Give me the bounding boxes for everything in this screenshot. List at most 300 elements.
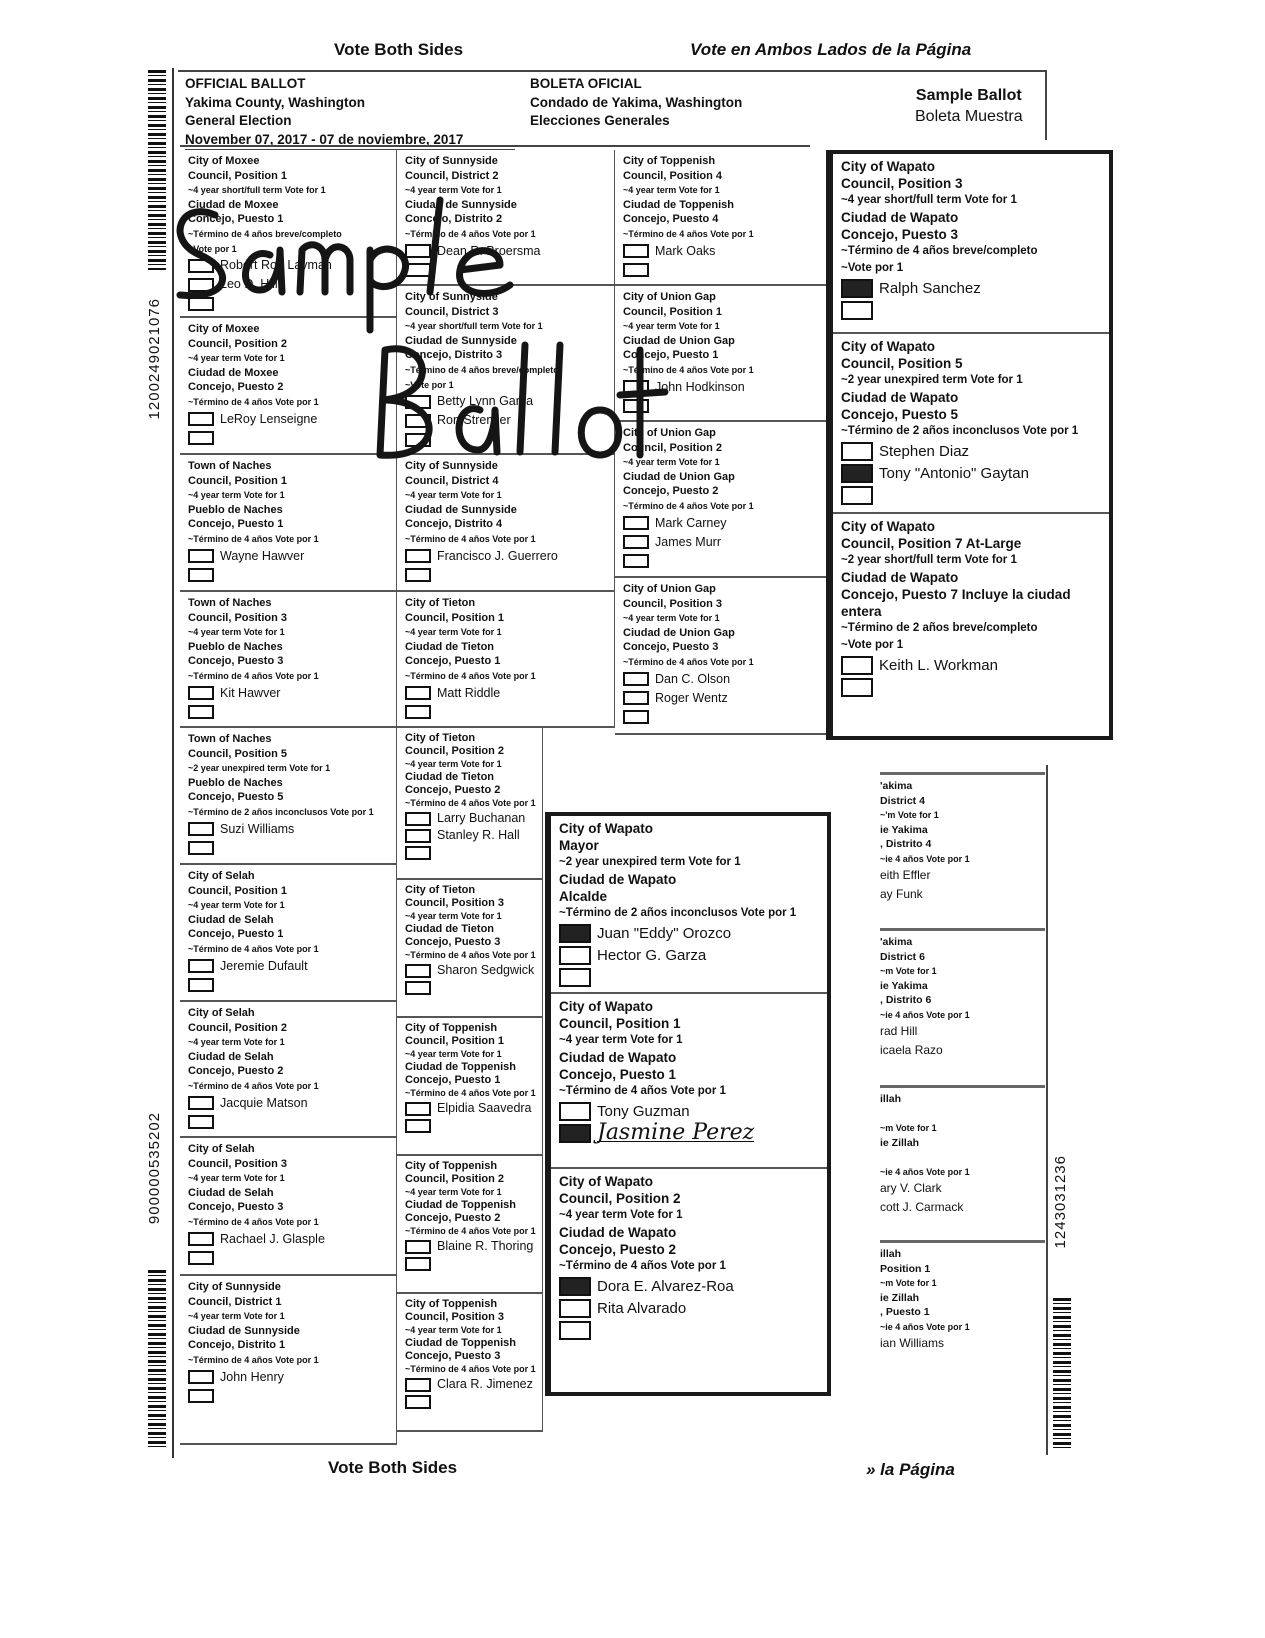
write-in-option[interactable] (188, 1249, 390, 1268)
write-in-oval[interactable] (405, 1119, 431, 1133)
contest-line: , Distrito 6 (880, 994, 932, 1006)
candidate-option[interactable] (623, 689, 821, 708)
candidate-option[interactable] (559, 944, 821, 966)
write-in-oval[interactable] (405, 568, 431, 582)
candidate-option[interactable] (841, 462, 1103, 484)
contest-line: ~Término de 4 años Vote por 1 (405, 950, 536, 960)
vote-oval[interactable] (188, 822, 214, 836)
write-in-option[interactable] (559, 966, 821, 988)
contest-line: Concejo, Puesto 2 (188, 381, 284, 394)
contest (180, 865, 397, 1002)
candidate-option[interactable] (623, 533, 821, 552)
write-in-option[interactable] (841, 676, 1103, 698)
contest-line: Council, Position 7 At-Large (841, 536, 1022, 551)
candidate-option[interactable] (405, 411, 608, 430)
write-in-option[interactable] (623, 261, 821, 280)
contest-line: Concejo, Puesto 2 (405, 1212, 501, 1224)
contest-line: Council, District 3 (405, 305, 499, 318)
contest-line: Council, Position 2 (623, 441, 723, 454)
vote-oval[interactable] (623, 244, 649, 258)
vote-oval[interactable] (559, 1277, 591, 1296)
candidate-name: Keith L. Workman (879, 656, 998, 674)
contest-line: ~Término de 2 años breve/completo (841, 622, 1038, 634)
vote-oval[interactable] (405, 829, 431, 843)
contest-line: ~m Vote for 1 (880, 1123, 937, 1133)
contest-line: City of Selah (188, 1007, 255, 1019)
candidate-option[interactable] (559, 1275, 821, 1297)
contest-line: Ciudad de Tieton (405, 640, 495, 653)
contest (180, 1002, 397, 1138)
barcode-left-top (148, 70, 166, 270)
contest (180, 1138, 397, 1276)
contest-line: City of Wapato (559, 999, 653, 1014)
candidate-name: John Henry (220, 1369, 284, 1384)
contest-line: Concejo, Puesto 1 (188, 518, 284, 531)
vote-oval[interactable] (841, 442, 873, 461)
write-in-oval[interactable] (188, 705, 214, 719)
candidate-option[interactable] (623, 378, 821, 397)
write-in-oval[interactable] (841, 486, 873, 505)
contest-line: Ciudad de Wapato (559, 872, 677, 887)
candidate-name: Dan C. Olson (655, 671, 731, 686)
contest (397, 728, 543, 880)
contest-line: Council, Position 2 (188, 337, 288, 350)
candidate-name: Ron Stremler (437, 413, 511, 428)
ballot-header-es (530, 75, 742, 131)
contest-line: ~4 year term Vote for 1 (623, 321, 720, 332)
contest-line: ~2 year short/full term Vote for 1 (841, 554, 1017, 566)
vote-oval[interactable] (188, 1370, 214, 1384)
vote-oval[interactable] (623, 535, 649, 549)
contest-line: Ciudad de Wapato (841, 390, 959, 405)
contest-line: 'akima (880, 780, 913, 792)
write-in-option[interactable] (188, 429, 390, 448)
candidate-option[interactable] (188, 410, 390, 429)
vote-oval[interactable] (405, 686, 431, 700)
contest-line: Council, Position 3 (405, 1311, 505, 1323)
contest-line: ~4 year term Vote for 1 (405, 1187, 502, 1197)
contest-line: Concejo, Puesto 1 (188, 928, 284, 941)
contest (551, 816, 827, 994)
candidate-name[interactable]: cott J. Carmack (880, 1200, 964, 1215)
contest-line: Ciudad de Toppenish (623, 198, 735, 211)
candidate-option[interactable] (559, 1100, 821, 1122)
contest-line: Concejo, Puesto 4 (623, 213, 719, 226)
vote-oval[interactable] (405, 1240, 431, 1254)
write-in-oval[interactable] (559, 1124, 591, 1143)
contest-line: ~Término de 4 años Vote por 1 (188, 943, 319, 954)
contest-line: Concejo, Puesto 2 (559, 1242, 677, 1257)
contest-line: ~Término de 4 años Vote por 1 (405, 1226, 536, 1236)
contest-line: ~Término de 4 años Vote por 1 (405, 228, 536, 239)
county-es: Condado de Yakima, Washington (530, 94, 743, 110)
write-in-oval[interactable] (623, 263, 649, 277)
write-in-oval[interactable] (841, 678, 873, 697)
candidate-name[interactable]: rad Hill (880, 1024, 918, 1039)
vote-oval[interactable] (188, 549, 214, 563)
write-in-oval[interactable] (405, 1395, 431, 1409)
contest-line: Mayor (559, 838, 599, 853)
candidate-name: Dean R. Broersma (437, 243, 541, 258)
vote-oval[interactable] (188, 278, 214, 292)
candidate-option[interactable] (188, 957, 390, 976)
contest-line: Ciudad de Toppenish (405, 1061, 517, 1073)
write-in-option[interactable] (188, 566, 390, 585)
write-in-option[interactable] (405, 261, 608, 280)
vote-oval[interactable] (841, 656, 873, 675)
contest-line: City of Moxee (188, 323, 260, 335)
official-ballot-title: OFFICIAL BALLOT (185, 76, 306, 91)
contest-line: City of Tieton (405, 884, 476, 896)
write-in-oval[interactable] (188, 1389, 214, 1403)
vote-oval[interactable] (405, 964, 431, 978)
candidate-option[interactable] (188, 684, 390, 703)
write-in-oval[interactable] (188, 568, 214, 582)
header-bottom-rule (180, 145, 810, 147)
candidate-option[interactable] (188, 275, 390, 294)
candidate-option[interactable] (405, 1238, 536, 1255)
candidate-option[interactable] (405, 827, 536, 844)
vote-oval[interactable] (188, 959, 214, 973)
contest-line: ~4 year term Vote for 1 (405, 490, 502, 501)
vote-oval[interactable] (405, 1102, 431, 1116)
vote-oval[interactable] (623, 691, 649, 705)
candidate-option[interactable] (405, 684, 608, 703)
contest-line: ~Vote por 1 (188, 243, 237, 254)
vote-oval[interactable] (841, 279, 873, 298)
contest-line: ~Vote por 1 (841, 262, 904, 274)
candidate-name: Juan "Eddy" Orozco (597, 924, 732, 942)
candidate-option[interactable] (188, 1230, 390, 1249)
barcode-number-right: 1243031236 (1052, 1155, 1069, 1249)
write-in-option[interactable] (841, 299, 1103, 321)
vote-both-sides-bottom: Vote Both Sides (328, 1458, 458, 1477)
vote-oval[interactable] (623, 672, 649, 686)
partial-contest (880, 1240, 1045, 1353)
contest-line: ~4 year term Vote for 1 (188, 900, 285, 911)
candidate-name[interactable]: ay Funk (880, 887, 923, 902)
contest (397, 592, 615, 728)
vote-oval[interactable] (405, 812, 431, 826)
contest-line: Council, District 4 (405, 474, 499, 487)
contest (397, 150, 615, 286)
candidate-name: Mark Carney (655, 515, 727, 530)
candidate-option[interactable] (188, 820, 390, 839)
candidate-name: Jeremie Dufault (220, 958, 308, 973)
contest (397, 286, 615, 455)
write-in-option[interactable] (841, 484, 1103, 506)
candidate-option[interactable] (405, 810, 536, 827)
contest-line: ie Yakima (880, 979, 928, 992)
vote-oval[interactable] (188, 686, 214, 700)
write-in-oval[interactable] (188, 841, 214, 855)
contest-line: Council, Position 3 (841, 176, 963, 191)
contest-line: ~Término de 4 años Vote por 1 (188, 1216, 319, 1227)
write-in-option[interactable] (405, 566, 608, 585)
contest-line: Ciudad de Tieton (405, 923, 495, 935)
vote-both-sides-es-top: Vote en Ambos Lados de la Página (690, 40, 972, 59)
contest (833, 334, 1109, 514)
contest-line (880, 1150, 1045, 1165)
vote-oval[interactable] (559, 924, 591, 943)
candidate-name: Francisco J. Guerrero (437, 548, 558, 563)
candidate-option[interactable] (405, 962, 536, 979)
contest-line: ~Término de 2 años inconclusos Vote por 1 (559, 907, 797, 919)
partial-contest (880, 928, 1045, 1060)
vote-oval[interactable] (559, 1102, 591, 1121)
write-in-option[interactable] (559, 1122, 821, 1144)
write-in-option[interactable] (405, 703, 608, 722)
contest-line: Concejo, Puesto 3 (405, 1350, 501, 1362)
write-in-oval[interactable] (188, 297, 214, 311)
contest-line: Ciudad de Union Gap (623, 334, 735, 347)
candidate-option[interactable] (405, 1100, 536, 1117)
contest-line: entera (841, 604, 882, 619)
contest-line: Concejo, Distrito 2 (405, 213, 503, 226)
wapato-panel-right (826, 150, 1113, 740)
contest-line (880, 1107, 1045, 1122)
contest-line: ~Término de 4 años Vote por 1 (623, 364, 754, 375)
contest-line: Council, Position 1 (405, 611, 505, 624)
vote-oval[interactable] (188, 412, 214, 426)
candidate-option[interactable] (188, 1368, 390, 1387)
contest (833, 514, 1109, 702)
contest-line: Ciudad de Sunnyside (188, 1324, 300, 1337)
contest-line: Ciudad de Wapato (559, 1225, 677, 1240)
contest-line: Position 1 (880, 1262, 931, 1275)
write-in-option[interactable] (559, 1319, 821, 1341)
vote-oval[interactable] (188, 259, 214, 273)
contest-line: Council, Position 1 (559, 1016, 681, 1031)
contest-line: Ciudad de Tieton (405, 771, 495, 783)
vote-oval[interactable] (405, 1378, 431, 1392)
sample-ballot-label (915, 85, 1023, 127)
candidate-name: Betty Lynn Garza (437, 394, 534, 409)
vote-oval[interactable] (405, 414, 431, 428)
contest-line: City of Toppenish (623, 155, 716, 167)
candidate-name[interactable]: eith Effler (880, 868, 931, 883)
contest-line: ~4 year term Vote for 1 (188, 627, 285, 638)
write-in-oval[interactable] (623, 710, 649, 724)
contest-line: Council, Position 3 (623, 597, 723, 610)
contest-line: ~4 year term Vote for 1 (405, 185, 502, 196)
candidate-name[interactable]: ian Williams (880, 1336, 945, 1351)
contest-line: Concejo, Puesto 1 (188, 213, 284, 226)
write-in-oval[interactable] (623, 554, 649, 568)
contest-line: Council, Position 1 (405, 1035, 505, 1047)
candidate-name: Hector G. Garza (597, 946, 707, 964)
contest-line: ~Vote por 1 (405, 379, 454, 390)
county: Yakima County, Washington (185, 94, 366, 110)
candidate-option[interactable] (405, 1376, 536, 1393)
write-in-option[interactable] (188, 294, 390, 313)
contest-line: Ciudad de Wapato (559, 1050, 677, 1065)
contest-line: Ciudad de Sunnyside (405, 503, 517, 516)
write-in-oval[interactable] (405, 705, 431, 719)
contest-line: Pueblo de Naches (188, 640, 283, 653)
contest-line: Council, Position 3 (188, 1157, 288, 1170)
contest (180, 728, 397, 865)
write-in-option[interactable] (188, 839, 390, 858)
contest-line: City of Wapato (841, 159, 935, 174)
candidate-name: Sharon Sedgwick (437, 963, 535, 977)
write-in-oval[interactable] (405, 433, 431, 447)
candidate-option[interactable] (405, 392, 608, 411)
vote-oval[interactable] (623, 380, 649, 394)
write-in-oval[interactable] (405, 981, 431, 995)
candidate-option[interactable] (405, 242, 608, 261)
write-in-option[interactable] (405, 844, 536, 861)
contest-line: ~Término de 4 años Vote por 1 (405, 670, 536, 681)
write-in-option[interactable] (188, 703, 390, 722)
write-in-oval[interactable] (188, 1251, 214, 1265)
contest-line: Council, Position 4 (623, 169, 723, 182)
write-in-oval[interactable] (405, 846, 431, 860)
write-in-oval[interactable] (188, 978, 214, 992)
contest (180, 318, 397, 455)
candidate-name: LeRoy Lenseigne (220, 411, 318, 426)
candidate-option[interactable] (559, 922, 821, 944)
contest-line: ~4 year term Vote for 1 (405, 759, 502, 769)
candidate-name: Blaine R. Thoring (437, 1239, 534, 1253)
write-in-option[interactable] (405, 1117, 536, 1134)
contest-line: Concejo, Puesto 3 (188, 655, 284, 668)
contest-line: Council, Position 3 (405, 897, 505, 909)
vote-oval[interactable] (405, 395, 431, 409)
contest-line: Town of Naches (188, 733, 272, 745)
candidate-name: Elpidia Saavedra (437, 1101, 532, 1115)
contest-line: ie Yakima (880, 823, 928, 836)
contest (615, 286, 828, 422)
candidate-option[interactable] (405, 547, 608, 566)
candidate-name[interactable]: ary V. Clark (880, 1181, 942, 1196)
write-in-option[interactable] (405, 1393, 536, 1410)
contest-line: Ciudad de Selah (188, 1186, 274, 1199)
contest-line: Council, Position 1 (188, 474, 288, 487)
ballot-header-en (185, 75, 515, 151)
candidate-name[interactable]: icaela Razo (880, 1043, 943, 1058)
contest-line: ~ie 4 años Vote por 1 (880, 1166, 970, 1177)
candidate-name: Clara R. Jimenez (437, 1377, 533, 1391)
contest-line: Council, Position 2 (188, 1021, 288, 1034)
contest-line: Concejo, Distrito 4 (405, 518, 503, 531)
candidate-option[interactable] (841, 440, 1103, 462)
write-in-option[interactable] (405, 979, 536, 996)
write-in-oval[interactable] (405, 1257, 431, 1271)
candidate-option[interactable] (623, 242, 821, 261)
vote-oval[interactable] (405, 549, 431, 563)
vote-oval[interactable] (188, 1096, 214, 1110)
write-in-oval[interactable] (623, 399, 649, 413)
candidate-option[interactable] (623, 670, 821, 689)
contest-line: ~4 year term Vote for 1 (188, 1173, 285, 1184)
contest-line: ~4 year short/full term Vote for 1 (841, 194, 1017, 206)
candidate-option[interactable] (841, 277, 1103, 299)
contest (397, 880, 543, 1018)
vote-oval[interactable] (841, 464, 873, 483)
contest (397, 455, 615, 592)
contest-line: ~Término de 2 años inconclusos Vote por 1 (841, 425, 1079, 437)
candidate-name: Mark Oaks (655, 243, 716, 258)
contest-line: Ciudad de Sunnyside (405, 334, 517, 347)
contest-line: , Distrito 4 (880, 838, 932, 850)
write-in-oval[interactable] (559, 1321, 591, 1340)
contest-line: ~Término de 4 años Vote por 1 (188, 533, 319, 544)
contest-line: City of Wapato (841, 519, 935, 534)
contest-line: ~Término de 4 años Vote por 1 (623, 500, 754, 511)
contest-line: Council, Position 1 (188, 884, 288, 897)
contest-line: Council, Position 1 (623, 305, 723, 318)
write-in-option[interactable] (405, 1255, 536, 1272)
write-in-oval[interactable] (405, 263, 431, 277)
contest-line: ~4 year term Vote for 1 (188, 1311, 285, 1322)
vote-oval[interactable] (405, 244, 431, 258)
vote-oval[interactable] (188, 1232, 214, 1246)
write-in-option[interactable] (623, 552, 821, 571)
contest-line: Concejo, Puesto 1 (623, 349, 719, 362)
candidate-name: Robert Rob Layman (220, 258, 332, 273)
write-in-option[interactable] (188, 1113, 390, 1132)
candidate-option[interactable] (188, 547, 390, 566)
contest-line: Ciudad de Toppenish (405, 1337, 517, 1349)
write-in-option[interactable] (188, 976, 390, 995)
contest-line: ~Término de 4 años Vote por 1 (623, 228, 754, 239)
contest-line: ~Término de 4 años Vote por 1 (559, 1260, 726, 1272)
write-in-oval[interactable] (559, 968, 591, 987)
candidate-option[interactable] (623, 514, 821, 533)
candidate-name: Leo D. Hill (220, 277, 278, 292)
contest-line: Council, District 2 (405, 169, 499, 182)
barcode-number-left-bottom: 900000535202 (146, 1112, 163, 1225)
contest-line: Concejo, Puesto 3 (188, 1201, 284, 1214)
contest-line: Concejo, Puesto 1 (405, 1074, 501, 1086)
candidate-option[interactable] (188, 1094, 390, 1113)
candidate-option[interactable] (559, 1297, 821, 1319)
write-in-oval[interactable] (841, 301, 873, 320)
contest-line: Pueblo de Naches (188, 503, 283, 516)
write-in-option[interactable] (188, 1387, 390, 1406)
contest (615, 150, 828, 286)
contest-line: illah (880, 1093, 902, 1105)
candidate-option[interactable] (841, 654, 1103, 676)
official-ballot-title-es: BOLETA OFICIAL (530, 76, 642, 91)
vote-both-sides-es-bottom: » la Página (866, 1460, 955, 1479)
write-in-oval[interactable] (188, 431, 214, 445)
contest-line: ~Término de 4 años Vote por 1 (188, 1354, 319, 1365)
barcode-right (1053, 1298, 1071, 1448)
write-in-option[interactable] (623, 397, 821, 416)
contest-line: Concejo, Distrito 3 (405, 349, 503, 362)
write-in-option[interactable] (405, 430, 608, 449)
contest-line: ~Término de 4 años breve/completo (841, 245, 1038, 257)
contest-line: City of Tieton (405, 597, 476, 609)
contest-line: ~2 year unexpired term Vote for 1 (188, 763, 331, 774)
write-in-option[interactable] (623, 708, 821, 727)
contest-line: ~Término de 4 años Vote por 1 (405, 798, 536, 808)
vote-oval[interactable] (559, 1299, 591, 1318)
vote-oval[interactable] (623, 516, 649, 530)
contest-line: ~Vote por 1 (841, 639, 904, 651)
candidate-name: James Murr (655, 534, 721, 549)
contest (180, 150, 397, 318)
write-in-oval[interactable] (188, 1115, 214, 1129)
contest-line: Council, Position 1 (188, 169, 288, 182)
contest-line: Ciudad de Selah (188, 1050, 274, 1063)
candidate-option[interactable] (188, 256, 390, 275)
vote-oval[interactable] (559, 946, 591, 965)
contest (180, 455, 397, 592)
contest-line: Concejo, Puesto 7 Incluye la ciudad (841, 587, 1071, 602)
